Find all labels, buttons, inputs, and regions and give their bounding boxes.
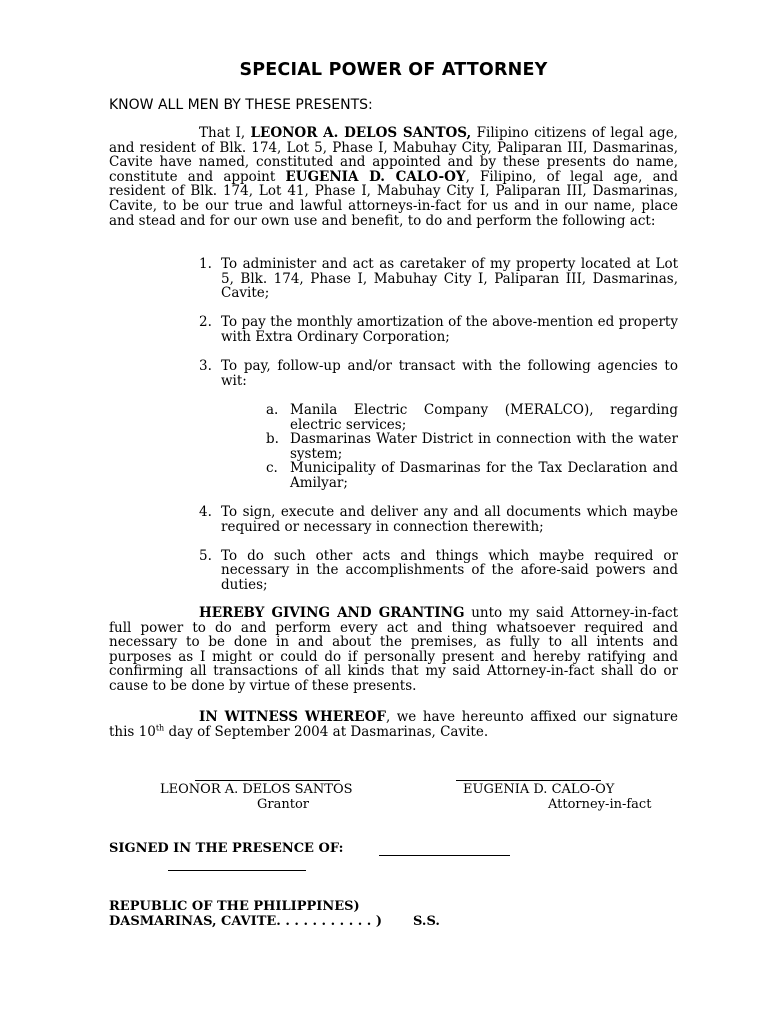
sublist-item-text: Municipality of Dasmarinas for the Tax Declaration and Amilyar; <box>290 460 678 491</box>
ack-location-line: DASMARINAS, CAVITE. . . . . . . . . . . ) <box>109 914 383 929</box>
para1-text-b: Filipino citizens of legal age, and resident of Blk. 174, Lot 5, Phase I, Mabuhay City, Paliparan III, Dasmarinas, Cavite have named, constituted and appointed and by these presents do name, constitute and appoint <box>109 125 678 185</box>
attorney-signature-line <box>456 779 601 781</box>
sublist-item-letter: c. <box>266 460 278 477</box>
witness-line-2 <box>168 869 306 871</box>
list-item <box>199 257 678 301</box>
witness-paragraph <box>109 710 678 739</box>
list-item <box>199 359 678 490</box>
sublist-item <box>266 432 678 461</box>
attorney-signature-name: EUGENIA D. CALO-OY <box>463 782 615 797</box>
ordinal-suffix: th <box>155 723 165 733</box>
agencies-sublist <box>266 403 678 491</box>
list-item-number: 2. <box>199 314 212 331</box>
grantor-name-inline: LEONOR A. DELOS SANTOS, <box>250 125 472 141</box>
grantor-role-label: Grantor <box>257 797 309 812</box>
list-item-text: To pay, follow-up and/or transact with the following agencies to wit: <box>221 358 678 389</box>
sublist-item-text: Manila Electric Company (MERALCO), regarding electric services; <box>290 401 678 433</box>
list-item-text: To sign, execute and deliver any and all documents which maybe required or necessary in connection therewith; <box>221 504 678 535</box>
grantor-signature-line <box>195 779 340 781</box>
ack-republic-line: REPUBLIC OF THE PHILIPPINES) <box>109 899 360 914</box>
list-item <box>199 549 678 593</box>
list-item-number: 3. <box>199 358 212 375</box>
para1-text-a: That I, <box>199 125 251 141</box>
appointment-paragraph <box>109 126 678 228</box>
grantor-signature-name: LEONOR A. DELOS SANTOS <box>160 782 353 797</box>
sublist-item <box>266 403 678 432</box>
witness-line-1 <box>379 854 510 856</box>
attorney-role-label: Attorney-in-fact <box>548 797 652 812</box>
list-item <box>199 315 678 344</box>
ack-ss-label: S.S. <box>413 914 440 929</box>
sublist-item-letter: b. <box>266 431 279 448</box>
granting-heading: HEREBY GIVING AND GRANTING <box>199 605 465 621</box>
sublist-item <box>266 461 678 490</box>
granting-text: unto my said Attorney-in-fact full power to do and perform every act and thing whatsoever required and necessary to be done in and about the premises, as fully to all intents and purposes as I might or could do if personally present and hereby ratifying and confirming all transactions of all kinds that my said Attorney-in-fact shall do or cause to be done by virtue of these presents. <box>109 605 678 694</box>
list-item-text: To do such other acts and things which maybe required or necessary in the accomplishments of the afore-said powers and duties; <box>221 547 678 594</box>
list-item-text: To administer and act as caretaker of my property located at Lot 5, Blk. 174, Phase I, Mabuhay City I, Paliparan III, Dasmarinas, Cavite; <box>221 256 678 302</box>
list-item-text: To pay the monthly amortization of the above-mention ed property with Extra Ordinary Corporation; <box>221 314 678 345</box>
list-item-number: 1. <box>199 256 212 272</box>
witness-heading: IN WITNESS WHEREOF <box>199 709 386 725</box>
para1-text-c: , Filipino, of legal age, and resident of Blk. 174, Lot 41, Phase I, Mabuhay City I, Paliparan III, Dasmarinas, Cavite, to be our true and lawful attorneys-in-fact for us and in our name, place and stead and for our own use and benefit, to do and perform the following act: <box>109 168 678 229</box>
list-item-number: 5. <box>199 547 212 564</box>
attorney-name-inline: EUGENIA D. CALO-OY <box>285 168 466 185</box>
list-item-number: 4. <box>199 504 212 521</box>
intro-heading: KNOW ALL MEN BY THESE PRESENTS: <box>109 97 373 113</box>
granting-paragraph <box>109 606 678 694</box>
witness-label: SIGNED IN THE PRESENCE OF: <box>109 841 344 856</box>
witness-text-b: day of September 2004 at Dasmarinas, Cavite. <box>164 723 489 740</box>
powers-list <box>199 257 678 607</box>
sublist-item-letter: a. <box>266 401 279 418</box>
witness-text-a: , we have hereunto affixed our signature this 10 <box>109 709 679 740</box>
document-title: SPECIAL POWER OF ATTORNEY <box>239 60 548 80</box>
sublist-item-text: Dasmarinas Water District in connection with the water system; <box>290 431 678 462</box>
list-item <box>199 505 678 534</box>
